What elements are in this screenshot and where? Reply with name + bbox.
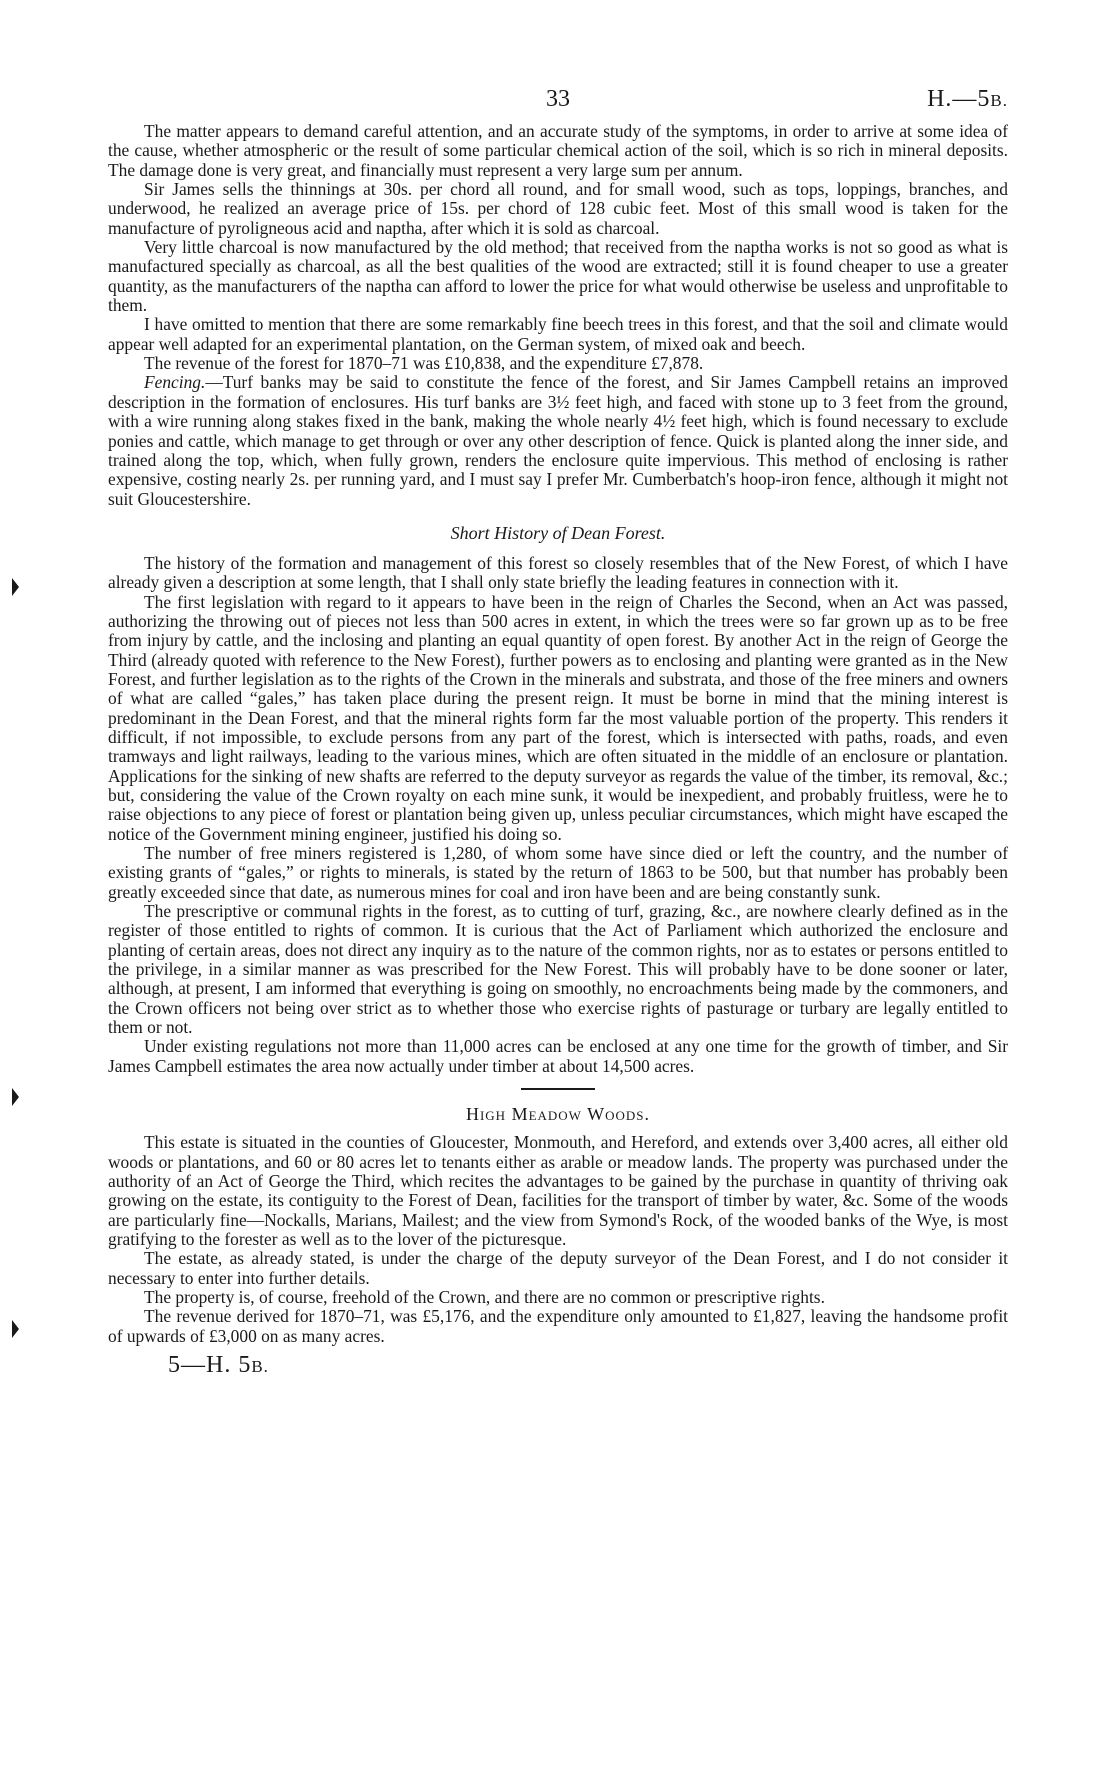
document-page — [108, 86, 1008, 1379]
paragraph: The estate, as already stated, is under the charge of the deputy surveyor of the Dean Forest, and I do not consider it necessary to enter into further details. — [108, 1248, 1008, 1288]
margin-mark — [12, 1088, 19, 1106]
section-heading-dean-forest: Short History of Dean Forest. — [450, 522, 666, 543]
paragraph: I have omitted to mention that there are some remarkably fine beech trees in this forest, and that the soil and climate would appear well adapted for an experimental plantation, on the German system, of mixed oak and beech. — [108, 314, 1008, 354]
margin-mark — [12, 578, 19, 596]
fencing-text: —Turf banks may be said to constitute the fence of the forest, and Sir James Campbell retains an improved description in the formation of enclosures. His turf banks are 3½ feet high, and faced with stone up to 3 feet from the ground, with a wire running along stakes fixed in the bank, making the whole nearly 4½ feet high, which is found necessary to exclude ponies and cattle, which manage to get through or over any other description of fence. Quick is planted along the inner side, and trained along the top, which, when fully grown, renders the enclosure quite impervious. This method of enclosing is rather expensive, costing nearly 2s. per running yard, and I must say I prefer Mr. Cumberbatch's hoop-iron fence, although it might not suit Gloucestershire. — [108, 372, 1008, 509]
paragraph: The prescriptive or communal rights in the forest, as to cutting of turf, grazing, &c., are nowhere clearly defined as in the register of those entitled to rights of common. It is curious that the Act of Parliament which authorized the enclosure and planting of certain areas, does not direct any inquiry as to the nature of the common rights, nor as to estates or persons entitled to the privilege, in a similar manner as was prescribed for the New Forest. This will probably have to be done sooner or later, although, at present, I am informed that everything is going on smoothly, no encroachments being made by the commoners, and the Crown officers not being over strict as to whether those who exercise rights of pasturage or turbary are legally entitled to them or not. — [108, 901, 1008, 1038]
page-number: 33 — [546, 86, 570, 112]
section-divider — [521, 1088, 595, 1090]
signature-mark — [168, 1352, 1008, 1379]
paragraph: This estate is situated in the counties of Gloucester, Monmouth, and Hereford, and extends over 3,400 acres, all either old woods or plantations, and 60 or 80 acres let to tenants either as arable or meadow lands. The property was purchased under the authority of an Act of George the Third, which recites the advantages to be gained by the purchase in quantity of thriving oak growing on the estate, its contiguity to the Forest of Dean, facilities for the transport of timber by water, &c. Some of the woods are particularly fine—Nockalls, Marians, Mailest; and the view from Symond's Rock, of the wooded banks of the Wye, is most gratifying to the forester as well as to the lover of the picturesque. — [108, 1132, 1008, 1249]
fencing-label: Fencing. — [144, 372, 206, 393]
paragraph: The history of the formation and management of this forest so closely resembles that of the New Forest, of which I have already given a description at some length, that I shall only state briefly the leading features in connection with it. — [108, 552, 1008, 593]
paragraph: Very little charcoal is now manufactured by the old method; that received from the naptha works is not so good as what is manufactured specially as charcoal, as all the best qualities of the wood are extracted; still it is found cheaper to use a greater quantity, as the manufacturers of the naptha can afford to lower the price for what would otherwise be useless and unprofitable to them. — [108, 237, 1008, 316]
paragraph: The property is, of course, freehold of the Crown, and there are no common or prescriptive rights. — [144, 1286, 825, 1307]
signature-suffix: B. — [251, 1356, 269, 1376]
signature-main: 5—H. 5 — [168, 1351, 252, 1378]
document-reference — [927, 86, 1008, 113]
paragraph: The first legislation with regard to it appears to have been in the reign of Charles the Second, when an Act was passed, authorizing the throwing out of pieces not less than 500 acres in extent, in which the trees were so far grown up as to be free from injury by cattle, and the inclosing and planting an equal quantity of open forest. By another Act in the reign of George the Third (already quoted with reference to the New Forest), further powers as to enclosing and planting were granted as in the New Forest, and further legislation as to the rights of the Crown in the minerals and substrata, and those of the free miners and owners of what are called “gales,” has taken place during the present reign. It must be borne in mind that the mining interest is predominant in the Dean Forest, and that the mineral rights form far the most valuable portion of the property. This renders it difficult, if not impossible, to exclude persons from any part of the forest, which is intersected with paths, roads, and even tramways and light railways, leading to the various mines, which are often situated in the middle of an enclosure or plantation. Applications for the sinking of new shafts are referred to the deputy surveyor as regards the value of the timber, its removal, &c.; but, considering the value of the Crown royalty on each mine sunk, it would be inexpedient, and probably fruitless, were he to raise objections to any piece of forest or plantation being given up, unless peculiar circumstances, which might have escaped the notice of the Government mining engineer, justified his doing so. — [108, 591, 1008, 844]
paragraph: The revenue of the forest for 1870–71 was £10,838, and the expenditure £7,878. — [144, 353, 704, 374]
paragraph: Sir James sells the thinnings at 30s. per chord all round, and for small wood, such as tops, loppings, branches, and underwood, he realized an average price of 15s. per chord of 128 cubic feet. Most of this small wood is taken for the manufacture of pyroligneous acid and naptha, after which it is sold as charcoal. — [108, 179, 1008, 238]
paragraph: Under existing regulations not more than 11,000 acres can be enclosed at any one time for the growth of timber, and Sir James Campbell estimates the area now actually under timber at about 14,500 acres. — [108, 1036, 1008, 1076]
paragraph: The matter appears to demand careful attention, and an accurate study of the symptoms, in order to arrive at some idea of the cause, whether atmospheric or the result of some particular chemical action of the soil, which is so rich in mineral deposits. The damage done is very great, and financially must represent a very large sum per annum. — [108, 121, 1008, 180]
margin-mark — [12, 1320, 19, 1338]
paragraph: The number of free miners registered is 1,280, of whom some have since died or left the country, and the number of existing grants of “gales,” or rights to minerals, is stated by the return of 1863 to be 500, but that number has probably been greatly exceeded since that date, as numerous mines for coal and iron have been and are being constantly sunk. — [108, 843, 1008, 902]
document-reference-suffix: B. — [990, 91, 1008, 110]
document-reference-main: H.—5 — [927, 86, 991, 112]
paragraph: The revenue derived for 1870–71, was £5,176, and the expenditure only amounted to £1,827, leaving the handsome profit of upwards of £3,000 on as many acres. — [108, 1306, 1008, 1346]
page-header — [108, 86, 1008, 122]
section-heading-high-meadow: High Meadow Woods. — [465, 1104, 651, 1125]
fencing-paragraph — [108, 373, 1008, 508]
